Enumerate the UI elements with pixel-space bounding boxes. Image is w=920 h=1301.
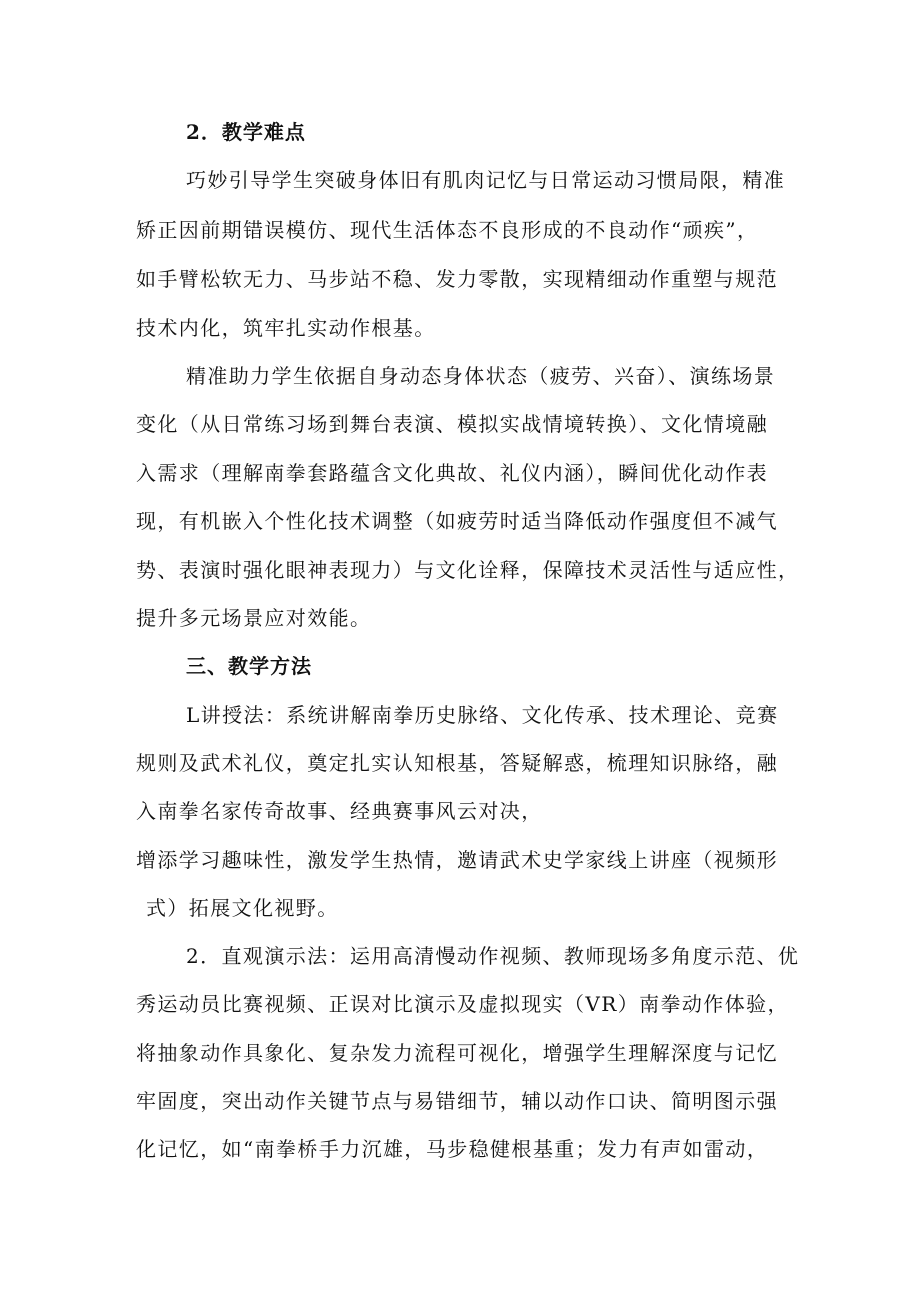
text-line: 化记忆，如“南拳桥手力沉雄，马步稳健根基重；发力有声如雷动， xyxy=(136,1137,769,1161)
text-line: 入需求（理解南拳套路蕴含文化典故、礼仪内涵），瞬间优化动作表 xyxy=(136,461,768,485)
text-line: 技术内化，筑牢扎实动作根基。 xyxy=(136,316,436,340)
text-line: 巧妙引导学生突破身体旧有肌肉记忆与日常运动习惯局限，精准 xyxy=(186,168,786,192)
text-line: 秀运动员比赛视频、正误对比演示及虚拟现实（VR）南拳动作体验， xyxy=(136,992,789,1016)
heading-teaching-difficulty: 2．教学难点 xyxy=(186,120,306,144)
text-line: 牢固度，突出动作关键节点与易错细节，辅以动作口诀、简明图示强 xyxy=(136,1089,778,1113)
text-line: 势、表演时强化眼神表现力）与文化诠释，保障技术灵活性与适应性， xyxy=(136,558,800,582)
text-line: 精准助力学生依据自身动态身体状态（疲劳、兴奋）、演练场景 xyxy=(186,364,776,388)
text-line: 现，有机嵌入个性化技术调整（如疲劳时适当降低动作强度但不减气 xyxy=(136,509,778,533)
text-line: 入南拳名家传奇故事、经典赛事风云对决， xyxy=(136,799,543,823)
text-line: 如手臂松软无力、马步站不稳、发力零散，实现精细动作重塑与规范 xyxy=(136,267,778,291)
heading-teaching-methods: 三、教学方法 xyxy=(186,654,312,678)
text-line: 变化（从日常练习场到舞台表演、模拟实战情境转换）、文化情境融 xyxy=(136,412,768,436)
text-line: 增添学习趣味性，激发学生热情，邀请武术史学家线上讲座（视频形 xyxy=(136,848,778,872)
text-line: 2．直观演示法：运用高清慢动作视频、教师现场多角度示范、优 xyxy=(186,944,800,968)
text-line: 将抽象动作具象化、复杂发力流程可视化，增强学生理解深度与记忆 xyxy=(136,1041,778,1065)
text-line: 规则及武术礼仪，奠定扎实认知根基，答疑解惑，梳理知识脉络，融 xyxy=(136,751,778,775)
text-line: 提升多元场景应对效能。 xyxy=(136,606,372,630)
text-line: L讲授法：系统讲解南拳历史脉络、文化传承、技术理论、竞赛 xyxy=(186,703,779,727)
text-line: 式）拓展文化视野。 xyxy=(146,896,339,920)
text-line: 矫正因前期错误模仿、现代生活体态不良形成的不良动作“顽疾”， xyxy=(136,218,759,242)
